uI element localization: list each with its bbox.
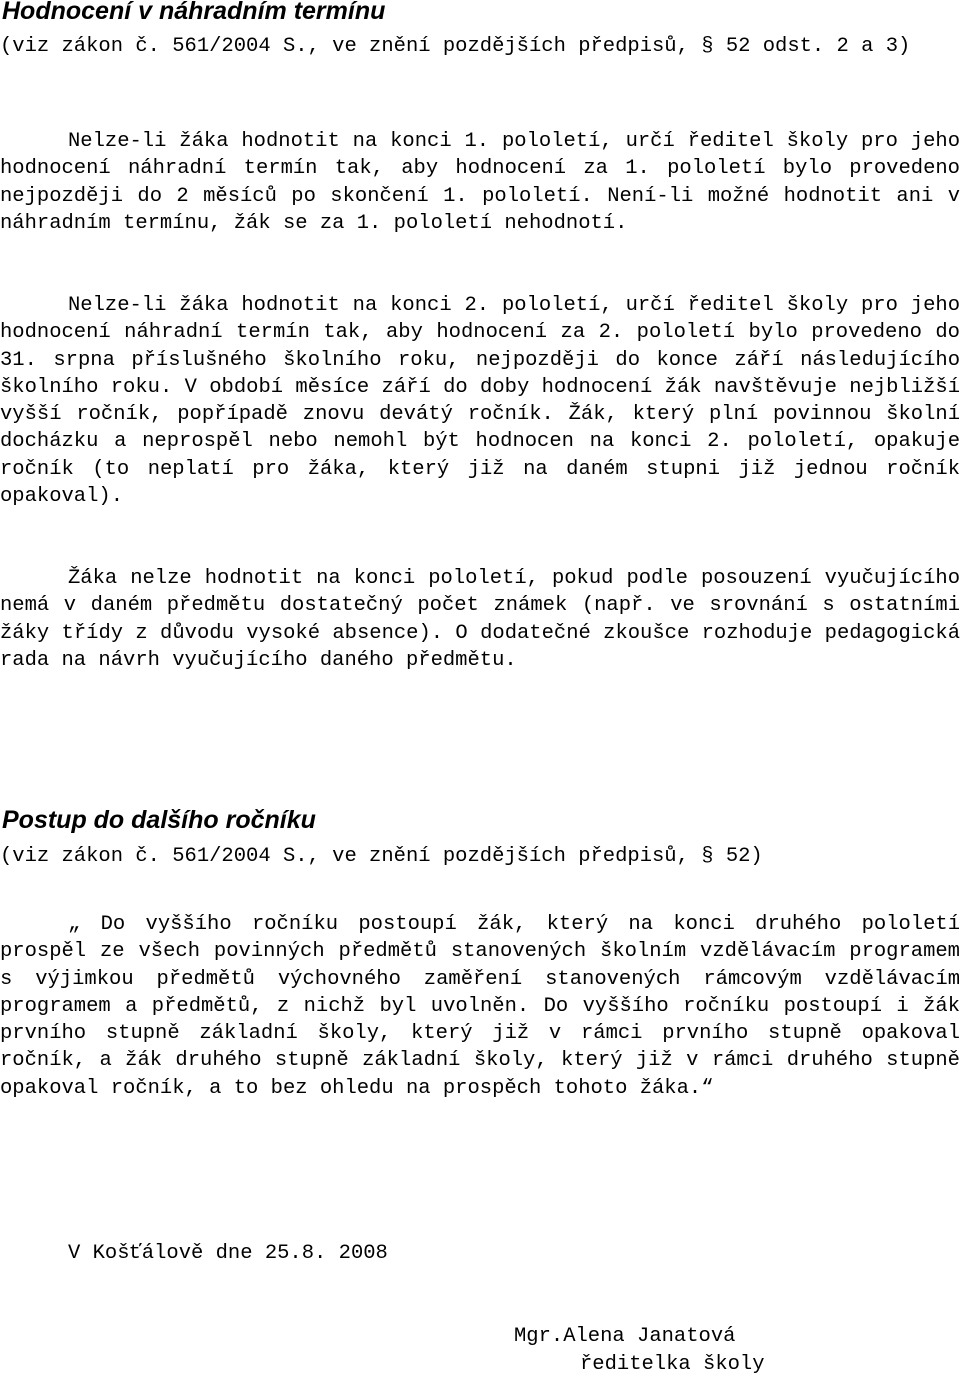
paragraph-insufficient-grades: Žáka nelze hodnotit na konci pololetí, pokud podle posouzení vyučujícího nemá v daném předmětu dostatečný počet známek (např. ve srovnání s ostatními žáky třídy z důvodu vysoké absence). O dodatečné zkoušce rozhoduje pedagogická rada na návrh vyučujícího daného předmětu. (0, 567, 960, 672)
signer-name: Mgr.Alena Janatová (514, 1325, 736, 1348)
paragraph-progression-quote: „ Do vyššího ročníku postoupí žák, který na konci druhého pololetí prospěl ze všech povinných předmětů stanovených školním vzdělávacím programem s výjimkou předmětů výchovného zaměření stanovených rámcovým vzdělávacím programem a předmětů, z nichž byl uvolněn. Do vyššího ročníku postoupí i žák prvního stupně základní školy, který již v rámci prvního stupně opakoval ročník, a žák druhého stupně základní školy, který již v rámci druhého stupně opakoval ročník, a to bez ohledu na prospěch tohoto žáka.“ (0, 913, 960, 1100)
paragraph-second-term: Nelze-li žáka hodnotit na konci 2. pololetí, určí ředitel školy pro jeho hodnocení náhradní termín tak, aby hodnocení za 2. pololetí bylo provedeno do 31. srpna příslušného školního roku, nejpozději do konce září následujícího školního roku. V období měsíce září do doby hodnocení žák navštěvuje nejbližší vyšší ročník, popřípadě znovu devátý ročník. Žák, který plní povinnou školní docházku a neprospěl nebo nemohl být hodnocen na konci 2. pololetí, opakuje ročník (to neplatí pro žáka, který již na daném stupni již jednou ročník opakoval). (0, 294, 960, 509)
paragraph-first-term: Nelze-li žáka hodnotit na konci 1. pololetí, určí ředitel školy pro jeho hodnocení náhradní termín tak, aby hodnocení za 1. pololetí bylo provedeno nejpozději do 2 měsíců po skončení 1. pololetí. Není-li možné hodnotit ani v náhradním termínu, žák se za 1. pololetí nehodnotí. (0, 130, 960, 235)
section-title-alternate-assessment: Hodnocení v náhradním termínu (2, 0, 386, 25)
section-title-progression: Postup do dalšího ročníku (2, 806, 316, 834)
place-date: V Košťálově dne 25.8. 2008 (68, 1242, 388, 1265)
law-reference-progression: (viz zákon č. 561/2004 S., ve znění pozdějších předpisů, § 52) (0, 845, 763, 868)
law-reference: (viz zákon č. 561/2004 S., ve znění pozdějších předpisů, § 52 odst. 2 a 3) (0, 35, 911, 58)
signer-role: ředitelka školy (580, 1353, 765, 1376)
